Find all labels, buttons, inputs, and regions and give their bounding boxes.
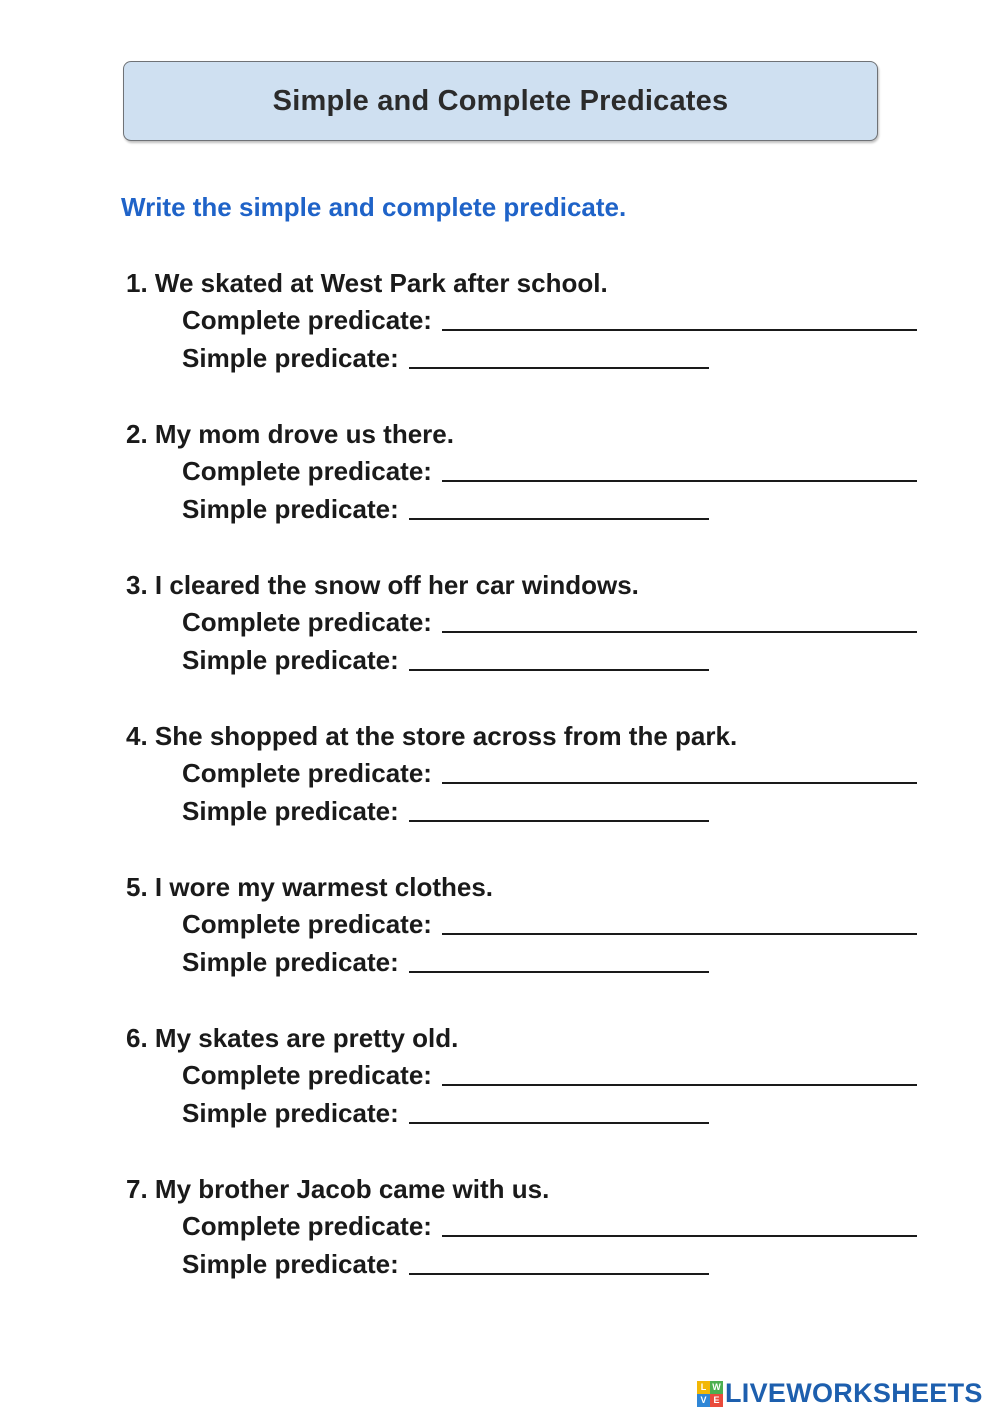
complete-predicate-answer-line[interactable] — [442, 329, 917, 331]
question-sentence: 6. My skates are pretty old. — [126, 1023, 459, 1053]
question-sentence: 1. We skated at West Park after school. — [126, 268, 608, 298]
complete-predicate-label: Complete predicate: — [182, 607, 432, 637]
simple-predicate-label: Simple predicate: — [182, 1249, 399, 1279]
simple-predicate-label: Simple predicate: — [182, 947, 399, 977]
question-sentence: 3. I cleared the snow off her car windows. — [126, 570, 639, 600]
simple-predicate-label: Simple predicate: — [182, 494, 399, 524]
complete-predicate-answer-line[interactable] — [442, 782, 917, 784]
question-sentence: 4. She shopped at the store across from the park. — [126, 721, 738, 751]
question-item — [126, 570, 956, 675]
complete-predicate-label: Complete predicate: — [182, 456, 432, 486]
liveworksheets-logo-icon — [697, 1381, 723, 1407]
simple-predicate-answer-line[interactable] — [409, 1122, 709, 1124]
simple-predicate-answer-line[interactable] — [409, 971, 709, 973]
simple-predicate-row — [182, 343, 709, 373]
simple-predicate-row — [182, 796, 709, 826]
complete-predicate-row — [182, 1211, 917, 1241]
simple-predicate-row — [182, 645, 709, 675]
simple-predicate-answer-line[interactable] — [409, 669, 709, 671]
complete-predicate-row — [182, 456, 917, 486]
title-banner — [123, 61, 878, 141]
complete-predicate-answer-line[interactable] — [442, 933, 917, 935]
simple-predicate-answer-line[interactable] — [409, 367, 709, 369]
simple-predicate-label: Simple predicate: — [182, 796, 399, 826]
complete-predicate-row — [182, 758, 917, 788]
question-item — [126, 1174, 956, 1279]
instruction-text: Write the simple and complete predicate. — [121, 192, 627, 222]
question-sentence: 2. My mom drove us there. — [126, 419, 454, 449]
brand-name: LIVEWORKSHEETS — [725, 1378, 983, 1408]
simple-predicate-answer-line[interactable] — [409, 820, 709, 822]
complete-predicate-answer-line[interactable] — [442, 1084, 917, 1086]
question-sentence: 7. My brother Jacob came with us. — [126, 1174, 550, 1204]
complete-predicate-label: Complete predicate: — [182, 909, 432, 939]
question-item — [126, 419, 956, 524]
page-title: Simple and Complete Predicates — [272, 84, 729, 117]
complete-predicate-answer-line[interactable] — [442, 631, 917, 633]
complete-predicate-label: Complete predicate: — [182, 1211, 432, 1241]
question-item — [126, 1023, 956, 1128]
simple-predicate-row — [182, 494, 709, 524]
question-item — [126, 268, 956, 373]
complete-predicate-row — [182, 1060, 917, 1090]
question-item — [126, 872, 956, 977]
logo-letter: W — [710, 1381, 723, 1394]
liveworksheets-brand[interactable] — [697, 1378, 983, 1409]
simple-predicate-row — [182, 1249, 709, 1279]
complete-predicate-label: Complete predicate: — [182, 1060, 432, 1090]
complete-predicate-label: Complete predicate: — [182, 305, 432, 335]
question-sentence: 5. I wore my warmest clothes. — [126, 872, 494, 902]
complete-predicate-answer-line[interactable] — [442, 1235, 917, 1237]
complete-predicate-answer-line[interactable] — [442, 480, 917, 482]
complete-predicate-row — [182, 305, 917, 335]
simple-predicate-label: Simple predicate: — [182, 645, 399, 675]
complete-predicate-row — [182, 909, 917, 939]
simple-predicate-row — [182, 947, 709, 977]
logo-letter: L — [697, 1381, 710, 1394]
complete-predicate-row — [182, 607, 917, 637]
logo-letter: E — [710, 1394, 723, 1407]
simple-predicate-row — [182, 1098, 709, 1128]
complete-predicate-label: Complete predicate: — [182, 758, 432, 788]
question-item — [126, 721, 956, 826]
simple-predicate-label: Simple predicate: — [182, 1098, 399, 1128]
simple-predicate-answer-line[interactable] — [409, 518, 709, 520]
simple-predicate-label: Simple predicate: — [182, 343, 399, 373]
logo-letter: V — [697, 1394, 710, 1407]
simple-predicate-answer-line[interactable] — [409, 1273, 709, 1275]
